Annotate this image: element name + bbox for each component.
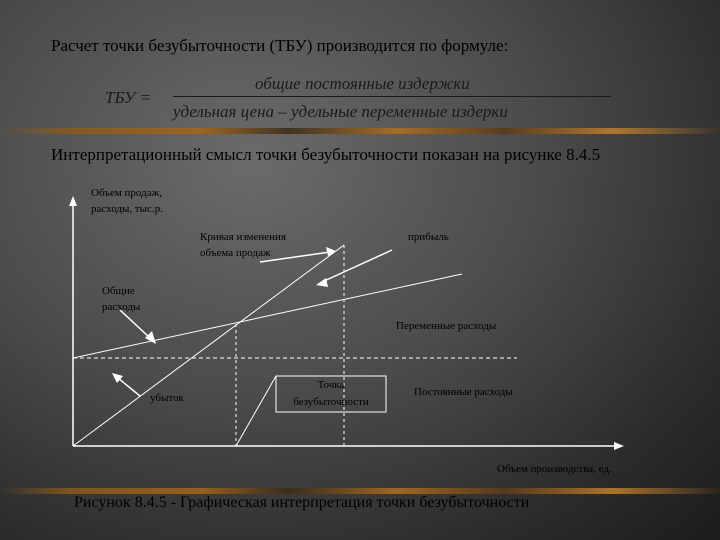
sales-curve-label-line1: Кривая изменения — [200, 231, 286, 243]
loss-label: убыток — [150, 392, 184, 404]
breakeven-label-line1: Точка — [317, 379, 345, 391]
figure-caption: Рисунок 8.4.5 - Графическая интерпретация точки безубыточности — [74, 494, 530, 511]
profit-pointer-arrow-icon — [316, 278, 328, 287]
sales-curve-label-line2: объема продаж — [200, 247, 271, 259]
y-axis-label-line1: Объем продаж, — [91, 187, 162, 199]
slide-subheading: Интерпретационный смысл точки безубыточности показан на рисунке 8.4.5 — [51, 145, 601, 164]
fixed-costs-label: Постоянные расходы — [414, 386, 513, 398]
profit-label: прибыль — [408, 231, 449, 243]
formula-numerator: общие постоянные издержки — [255, 74, 470, 93]
variable-costs-label: Переменные расходы — [396, 320, 497, 332]
y-axis-label-line2: расходы, тыс.р. — [91, 203, 163, 215]
formula-lhs: ТБУ = — [105, 88, 151, 107]
x-axis-arrow-icon — [614, 442, 624, 450]
slide-heading: Расчет точки безубыточности (ТБУ) производится по формуле: — [51, 36, 509, 55]
breakeven-label-line2: безубыточности — [293, 396, 369, 408]
total-costs-pointer — [120, 310, 150, 338]
sales-curve-line — [73, 245, 344, 446]
breakeven-drop-line — [236, 376, 276, 446]
y-axis-arrow-icon — [69, 196, 77, 206]
formula-denominator: удельная цена – удельные переменные издерки — [173, 102, 508, 121]
total-costs-label-line2: расходы — [102, 301, 141, 313]
loss-pointer — [118, 378, 140, 396]
total-costs-label-line1: Общие — [102, 285, 135, 297]
x-axis-label: Объем производства, ед. — [497, 463, 612, 475]
profit-pointer — [322, 250, 392, 282]
